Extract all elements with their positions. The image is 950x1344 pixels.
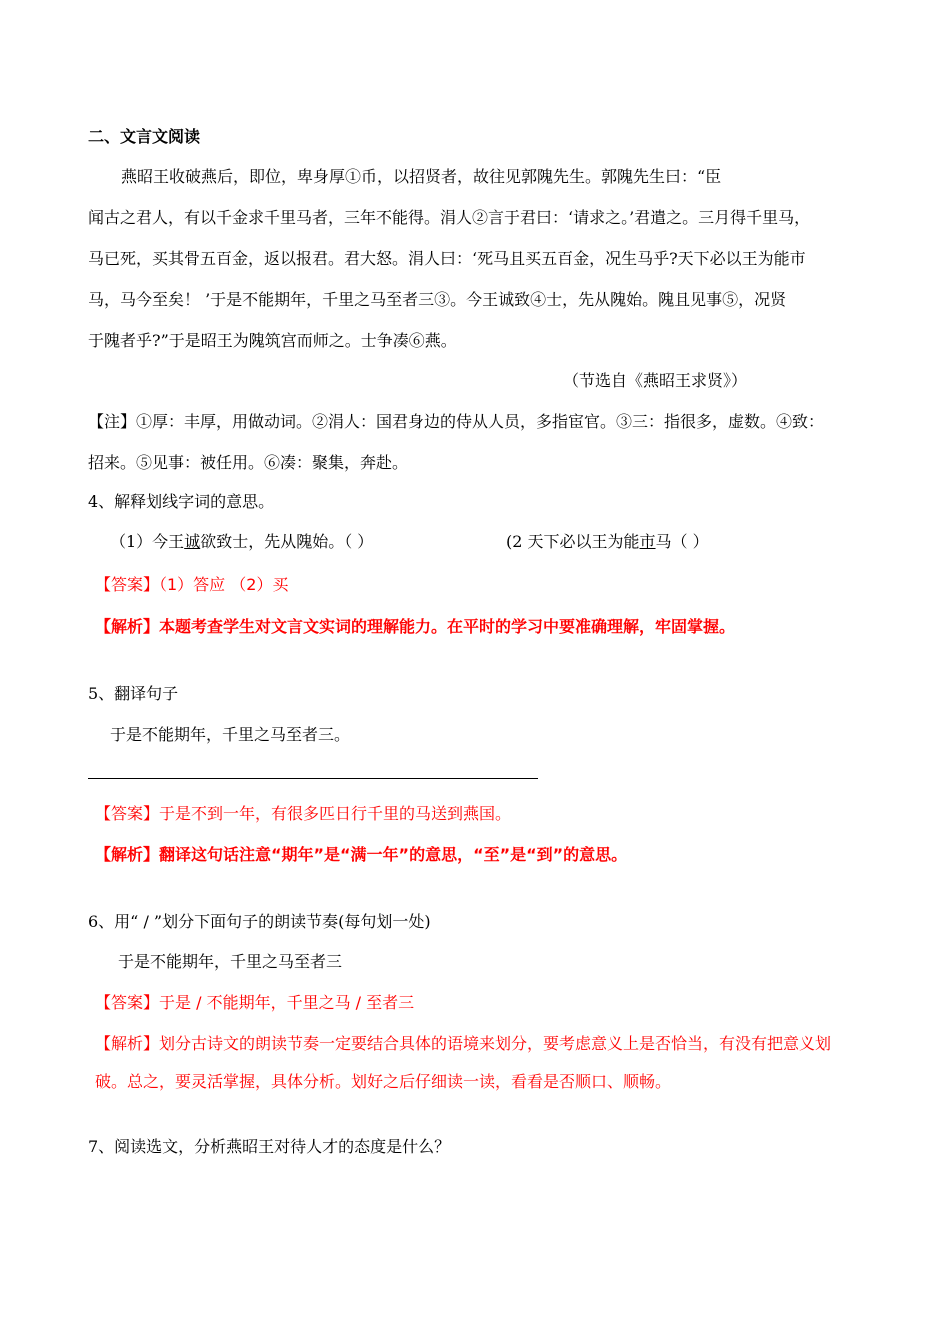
- passage-line: 马已死，买其骨五百金，返以报君。君大怒。涓人曰：‘死马且买五百金，况生马乎?天下必以王为能市: [88, 249, 806, 268]
- analysis: 【解析】划分古诗文的朗读节奏一定要结合具体的语境来划分，要考虑意义上是否恰当，有没有把意义划: [95, 1034, 832, 1053]
- analysis: 【解析】本题考查学生对文言文实词的理解能力。在平时的学习中要准确理解，牢固掌握。: [95, 617, 736, 636]
- question-stem: 4、解释划线字词的意思。: [88, 492, 275, 511]
- question-item-1: （1）今王诚欲致士，先从隗始。（ ）: [110, 532, 374, 551]
- question-sentence: 于是不能期年，千里之马至者三: [118, 952, 343, 971]
- question-stem: 6、用“ / ”划分下面句子的朗读节奏(每句划一处): [88, 912, 431, 931]
- passage-line: 闻古之君人，有以千金求千里马者，三年不能得。涓人②言于君曰：‘请求之。’君遣之。三月得千里马，: [88, 208, 811, 227]
- section-title: 二、文言文阅读: [88, 127, 201, 146]
- question-item-2: (2 天下必以王为能市马（ ）: [506, 532, 709, 551]
- question-stem: 5、翻译句子: [88, 684, 179, 703]
- question-stem: 7、阅读选文，分析燕昭王对待人才的态度是什么？: [88, 1137, 451, 1156]
- underlined-word: 诚: [184, 532, 201, 551]
- answer: 【答案】于是不到一年，有很多匹日行千里的马送到燕国。: [95, 804, 512, 823]
- analysis: 破。总之，要灵活掌握，具体分析。划好之后仔细读一读，看看是否顺口、顺畅。: [95, 1072, 672, 1091]
- analysis: 【解析】翻译这句话注意“期年”是“满一年”的意思，“至”是“到”的意思。: [95, 845, 628, 864]
- answer: 【答案】于是 / 不能期年，千里之马 / 至者三: [95, 993, 415, 1012]
- passage-line: 燕昭王收破燕后，即位，卑身厚①币，以招贤者，故往见郭隗先生。郭隗先生曰：“臣: [121, 167, 722, 186]
- answer-line: [88, 778, 538, 779]
- underlined-word: 市: [639, 532, 656, 551]
- notes-line: 招来。⑤见事：被任用。⑥凑：聚集，奔赴。: [88, 453, 409, 472]
- passage-line: 马，马今至矣！ ’于是不能期年，千里之马至者三③。今王诚致④士，先从隗始。隗且见事⑤，况贤: [88, 290, 787, 309]
- passage-source: （节选自《燕昭王求贤》）: [563, 371, 748, 390]
- notes-line: 【注】①厚：丰厚，用做动词。②涓人：国君身边的侍从人员，多指宦官。③三：指很多，虚数。④致：: [88, 412, 825, 431]
- passage-line: 于隗者乎?”于是昭王为隗筑宫而师之。士争凑⑥燕。: [88, 331, 457, 350]
- question-sentence: 于是不能期年，千里之马至者三。: [110, 725, 351, 744]
- answer: 【答案】（1）答应 （2）买: [95, 575, 289, 594]
